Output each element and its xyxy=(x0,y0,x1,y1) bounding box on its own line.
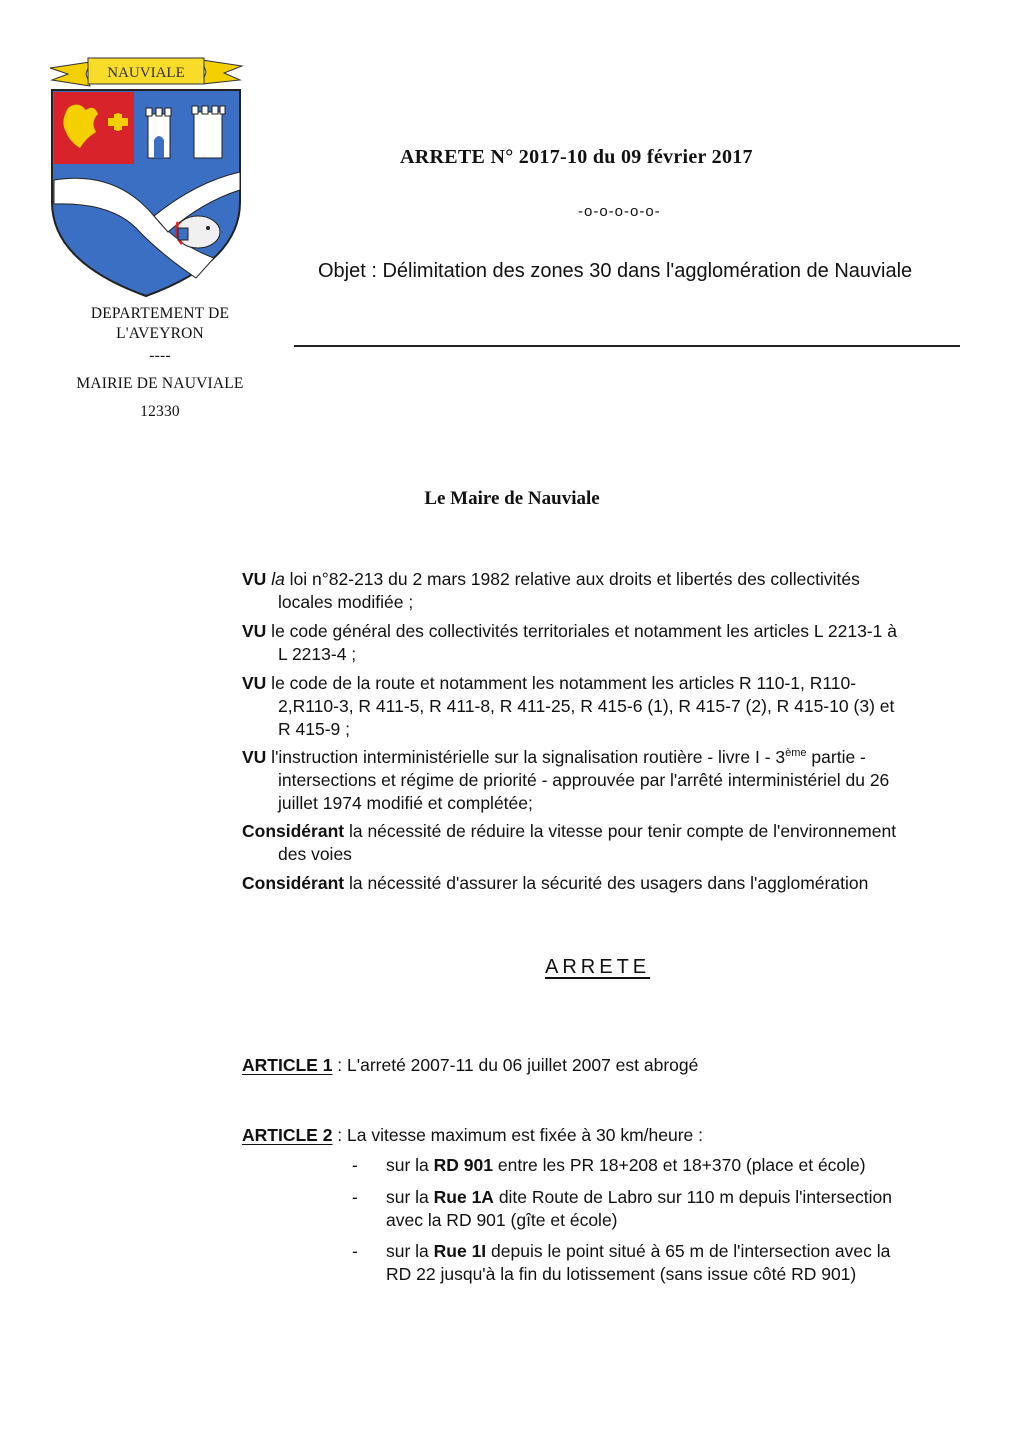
bullet-dash: - xyxy=(352,1187,358,1207)
article-1 xyxy=(242,1054,962,1077)
banner-ribbon-icon xyxy=(50,58,242,86)
article-1-sep: : xyxy=(332,1055,348,1075)
item-pre: sur la xyxy=(386,1241,434,1261)
considerant-keyword: Considérant xyxy=(242,873,345,893)
item-pre: sur la xyxy=(386,1187,434,1207)
visa-italic: la xyxy=(271,569,285,589)
visa-text: le code de la route et notamment les notamment les articles R 110-1, R110- xyxy=(266,673,857,693)
bullet-dash: - xyxy=(352,1241,358,1261)
article-2 xyxy=(242,1124,962,1147)
bullet-dash: - xyxy=(352,1155,358,1175)
article-2-label: ARTICLE 2 xyxy=(242,1125,333,1145)
visa-text-2: intersections et régime de priorité - approuvée par l'arrêté interministériel du 26 xyxy=(278,770,890,790)
article-1-text: L'arreté 2007-11 du 06 juillet 2007 est abrogé xyxy=(347,1055,699,1075)
page-title: ARRETE N° 2017-10 du 09 février 2017 xyxy=(400,146,753,168)
item-post: entre les PR 18+208 et 18+370 (place et école) xyxy=(493,1155,866,1175)
objet-line: Objet : Délimitation des zones 30 dans l'agglomération de Nauviale xyxy=(318,260,913,282)
visa-text: le code général des collectivités territoriales et notamment les articles L 2213-1 à xyxy=(266,621,897,641)
mairie-name: MAIRIE DE NAUVIALE xyxy=(76,375,244,392)
horse-head-icon xyxy=(176,216,220,248)
considerant-keyword: Considérant xyxy=(242,821,345,841)
department-line2: L'AVEYRON xyxy=(116,325,204,342)
separator: -o-o-o-o-o- xyxy=(578,203,661,220)
visa-1 xyxy=(242,568,962,614)
visa-3 xyxy=(242,672,962,741)
item-post: dite Route de Labro sur 110 m depuis l'intersection xyxy=(493,1187,892,1207)
visa-2 xyxy=(242,620,962,666)
visa-text: loi n°82-213 du 2 mars 1982 relative aux droits et libertés des collectivités xyxy=(284,569,860,589)
visa-sup: ème xyxy=(785,747,807,759)
list-item xyxy=(352,1240,952,1286)
divider: ---- xyxy=(149,347,171,364)
visa-text-3: juillet 1974 modifié et complétée; xyxy=(278,793,533,813)
article-2-sep: : xyxy=(332,1125,348,1145)
department-block xyxy=(40,304,280,422)
considerant-text: la nécessité de réduire la vitesse pour tenir compte de l'environnement xyxy=(344,821,897,841)
visa-text-2: L 2213-4 ; xyxy=(278,644,357,664)
visa-text-b: partie - xyxy=(806,747,866,767)
coat-of-arms xyxy=(46,52,246,302)
item-line2: RD 22 jusqu'à la fin du lotissement (sans issue côté RD 901) xyxy=(386,1264,857,1284)
visa-keyword: VU xyxy=(242,673,267,693)
visa-keyword: VU xyxy=(242,747,267,767)
maire-heading: Le Maire de Nauviale xyxy=(424,488,600,509)
item-road: RD 901 xyxy=(433,1155,493,1175)
considerant-2 xyxy=(242,872,962,895)
item-road: Rue 1I xyxy=(433,1241,487,1261)
visa-text-2: locales modifiée ; xyxy=(278,592,414,612)
visa-4 xyxy=(242,746,962,815)
department-line1: DEPARTEMENT DE xyxy=(90,305,230,322)
considerant-text-2: des voies xyxy=(278,844,352,864)
article-2-text: La vitesse maximum est fixée à 30 km/heure : xyxy=(347,1125,704,1145)
list-item xyxy=(352,1154,952,1177)
item-pre: sur la xyxy=(386,1155,434,1175)
considerant-text: la nécessité d'assurer la sécurité des usagers dans l'agglomération xyxy=(344,873,869,893)
visa-text-2: 2,R110-3, R 411-5, R 411-8, R 411-25, R 415-6 (1), R 415-7 (2), R 415-10 (3) et xyxy=(278,696,895,716)
banner-label: NAUVIALE xyxy=(107,65,185,81)
list-item xyxy=(352,1186,952,1232)
visa-keyword: VU xyxy=(242,621,267,641)
item-line2: avec la RD 901 (gîte et école) xyxy=(386,1210,618,1230)
article-1-label: ARTICLE 1 xyxy=(242,1055,333,1075)
item-post: depuis le point situé à 65 m de l'intersection avec la xyxy=(486,1241,891,1261)
item-road: Rue 1A xyxy=(433,1187,494,1207)
visa-text-3: R 415-9 ; xyxy=(278,719,350,739)
visa-text: l'instruction interministérielle sur la signalisation routière - livre I - 3 xyxy=(266,747,786,767)
postcode: 12330 xyxy=(140,403,180,420)
visa-keyword: VU xyxy=(242,569,267,589)
considerant-1 xyxy=(242,820,962,866)
horizontal-rule xyxy=(294,345,960,347)
arrete-heading: ARRETE xyxy=(545,956,651,978)
